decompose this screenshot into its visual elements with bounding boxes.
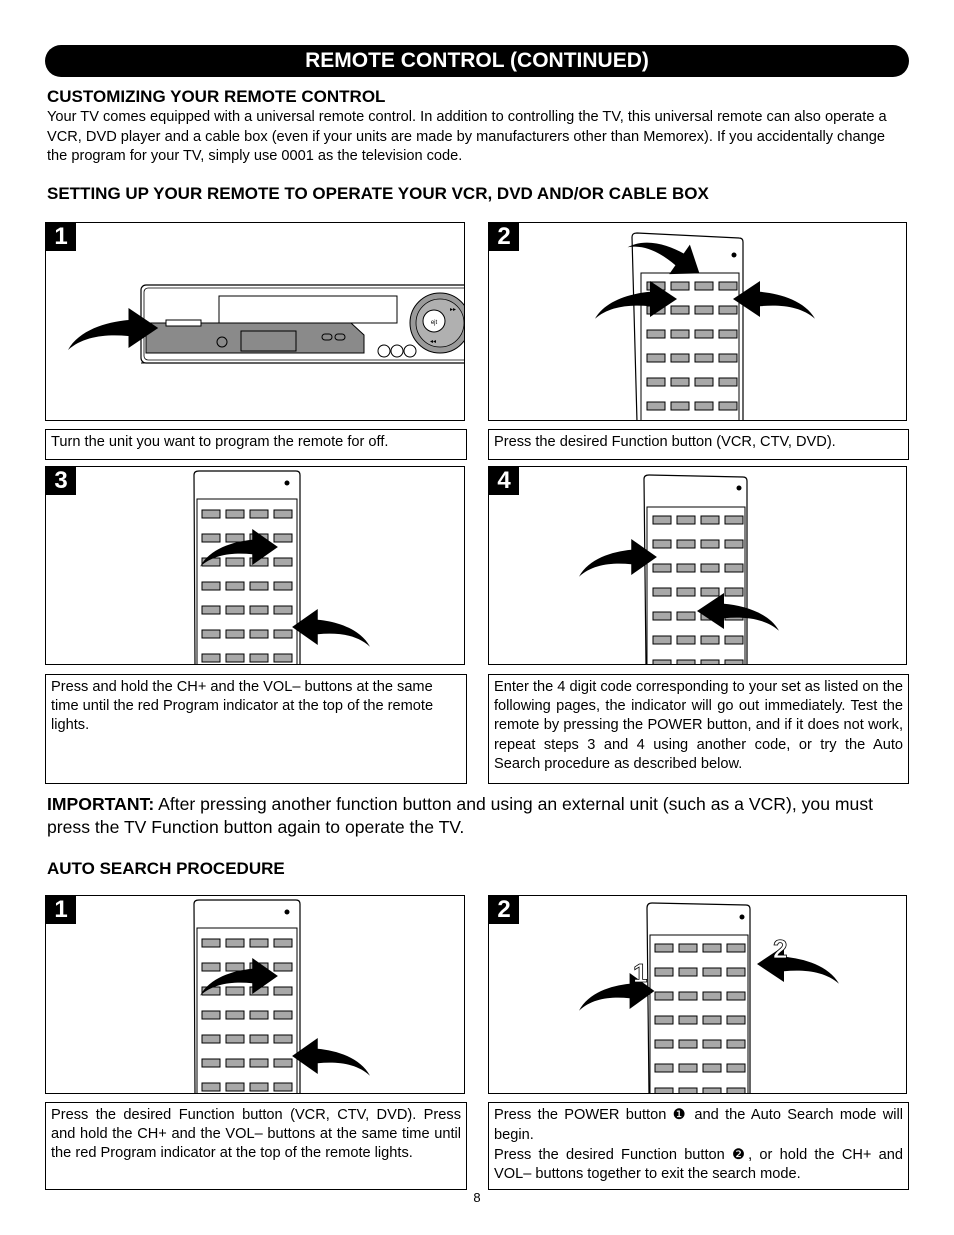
auto-step-2-caption-line2: Press the desired Function button ❷, or hold the CH+ and VOL– buttons together to exit the search mode. bbox=[494, 1146, 903, 1183]
auto-step-2-panel bbox=[488, 895, 907, 1094]
arrow-label-2: 2 bbox=[773, 934, 788, 964]
step-number-badge: 4 bbox=[489, 467, 519, 495]
step-number-badge: 2 bbox=[489, 223, 519, 251]
auto-search-heading: AUTO SEARCH PROCEDURE bbox=[47, 859, 285, 878]
arrow-icon bbox=[733, 281, 815, 319]
setup-step-1-panel bbox=[45, 222, 465, 421]
rew-label: ◂◂ bbox=[430, 339, 437, 345]
remote-illustration bbox=[489, 896, 907, 1094]
step-number-badge: 3 bbox=[46, 467, 76, 495]
auto-step-1-caption: Press the desired Function button (VCR, CTV, DVD). Press and hold the CH+ and the VOL– buttons at the same time until the red Program indicator at the top of the remote lights. bbox=[45, 1102, 467, 1190]
remote-illustration bbox=[46, 896, 465, 1094]
important-note bbox=[47, 793, 917, 839]
customizing-body: Your TV comes equipped with a universal remote control. In addition to controlling the TV, this universal remote can also operate a VCR, DVD player and a cable box (even if your units are made by manufacturers other than Memorex). If you accidentally change the program for your TV, simply use 0001 as the television code. bbox=[47, 109, 887, 164]
auto-step-2-caption bbox=[488, 1102, 909, 1190]
step-number-badge: 1 bbox=[46, 223, 76, 251]
arrow-label-1: 1 bbox=[633, 958, 648, 988]
setup-step-3-caption: Press and hold the CH+ and the VOL– buttons at the same time until the red Program indicator at the top of the remote lights. bbox=[45, 674, 467, 784]
setup-step-1-caption: Turn the unit you want to program the remote for off. bbox=[45, 429, 467, 460]
setup-step-3-panel bbox=[45, 466, 465, 665]
remote-illustration bbox=[46, 467, 465, 665]
section-title: REMOTE CONTROL (CONTINUED) bbox=[305, 49, 649, 72]
important-text: After pressing another function button and using an external unit (such as a VCR), you must press the TV Function button again to operate the TV. bbox=[47, 794, 874, 837]
customizing-heading: CUSTOMIZING YOUR REMOTE CONTROL bbox=[47, 87, 386, 106]
fwd-label: ▸▸ bbox=[450, 307, 457, 313]
auto-step-1-panel bbox=[45, 895, 465, 1094]
vcr-illustration bbox=[46, 223, 465, 421]
eject-label: ejt bbox=[430, 320, 438, 326]
important-label: IMPORTANT: bbox=[47, 794, 155, 814]
arrow-icon bbox=[757, 946, 839, 984]
remote-illustration bbox=[489, 467, 907, 665]
section-banner bbox=[45, 45, 909, 77]
setup-step-2-caption: Press the desired Function button (VCR, CTV, DVD). bbox=[488, 429, 909, 460]
step-number-badge: 2 bbox=[489, 896, 519, 924]
remote-illustration bbox=[489, 223, 907, 421]
arrow-icon bbox=[292, 1038, 370, 1076]
setup-heading: SETTING UP YOUR REMOTE TO OPERATE YOUR VCR, DVD AND/OR CABLE BOX bbox=[47, 184, 709, 203]
setup-step-4-panel bbox=[488, 466, 907, 665]
arrow-icon bbox=[292, 609, 370, 647]
setup-step-4-caption: Enter the 4 digit code corresponding to your set as listed on the following pages, the indicator will go out immediately. Test the remote by pressing the POWER button, and if it does not work, repeat steps 3 and 4 using another code, or try the Auto Search procedure as described below. bbox=[488, 674, 909, 784]
page-number: 8 bbox=[473, 1190, 481, 1205]
setup-step-2-panel bbox=[488, 222, 907, 421]
step-number-badge: 1 bbox=[46, 896, 76, 924]
auto-step-2-caption-line1: Press the POWER button ❶ and the Auto Search mode will begin. bbox=[494, 1107, 903, 1143]
